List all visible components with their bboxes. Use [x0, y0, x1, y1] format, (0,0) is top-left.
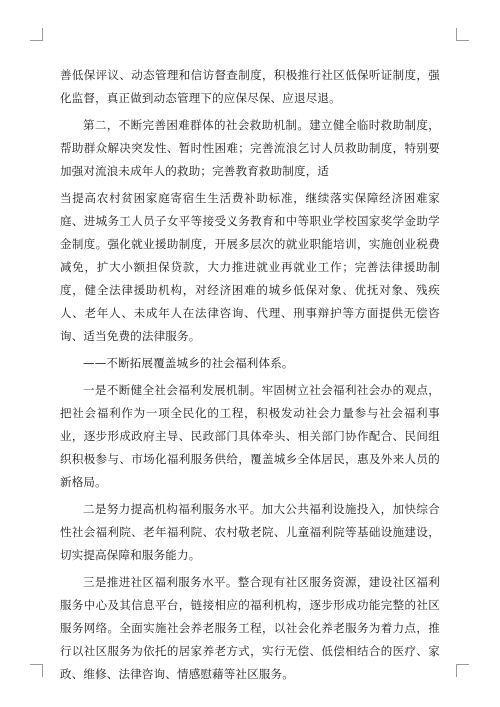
crop-mark-bottom-left — [30, 664, 43, 677]
section-heading-social-welfare-system: ——不断拓展覆盖城乡的社会福利体系。 — [83, 356, 294, 370]
document-body — [60, 64, 440, 690]
paragraph-welfare-development-mechanism: 一是不断健全社会福利发展机制。牢固树立社会福利社会办的观点，把社会福利作为一项全民化的工程，积极发动社会力量参与社会福利事业，逐步形成政府主导、民政部门具体牵头、相关部门协作配合、民间组织积极参与、市场化福利服务供给，覆盖城乡全体居民，惠及外来人员的新格局。 — [60, 383, 440, 489]
paragraph-social-assistance-mechanism: 第二，不断完善困难群体的社会救助机制。建立健全临时救助制度，帮助群众解决突发性、暂时性困难；完善流浪乞讨人员救助制度，特别要加强对流浪未成年人的救助；完善教育救助制度，适 — [60, 118, 440, 178]
paragraph-community-welfare-services: 三是推进社区福利服务水平。整合现有社区服务资源，建设社区福利服务中心及其信息平台，链接相应的福利机构，逐步形成功能完整的社区服务网络。全面实施社会养老服务工程，以社会化养老服务为着力点，推行以社区服务为依托的居家养老方式，实行无偿、低偿相结合的医疗、家政、维修、法律咨询、情感慰藉等社区服务。 — [60, 575, 440, 681]
paragraph-institutional-welfare-services: 二是努力提高机构福利服务水平。加大公共福利设施投入，加快综合性社会福利院、老年福利院、农村敬老院、儿童福利院等基础设施建设，切实提高保障和服务能力。 — [60, 502, 440, 562]
paragraph-low-income-supervision: 善低保评议、动态管理和信访督查制度，积极推行社区低保听证制度，强化监督，真正做到动态管理下的应保尽保、应退尽退。 — [60, 68, 440, 105]
crop-mark-top-right — [456, 28, 469, 41]
paragraph-education-employment-legal-aid: 当提高农村贫困家庭寄宿生生活费补助标准，继续落实保障经济困难家庭、进城务工人员子女平等接受义务教育和中等职业学校国家奖学金助学金制度。强化就业援助制度，开展多层次的就业职能培训，实施创业税费减免，扩大小额担保贷款，大力推进就业再就业工作；完善法律援助制度，健全法律援助机构，对经济困难的城乡低保对象、优抚对象、残疾人、老年人、未成年人在法律咨询、代理、刑事辩护等方面提供无偿咨询、适当免费的法律服务。 — [60, 191, 440, 343]
crop-mark-top-left — [30, 28, 43, 41]
crop-mark-bottom-right — [456, 664, 469, 677]
